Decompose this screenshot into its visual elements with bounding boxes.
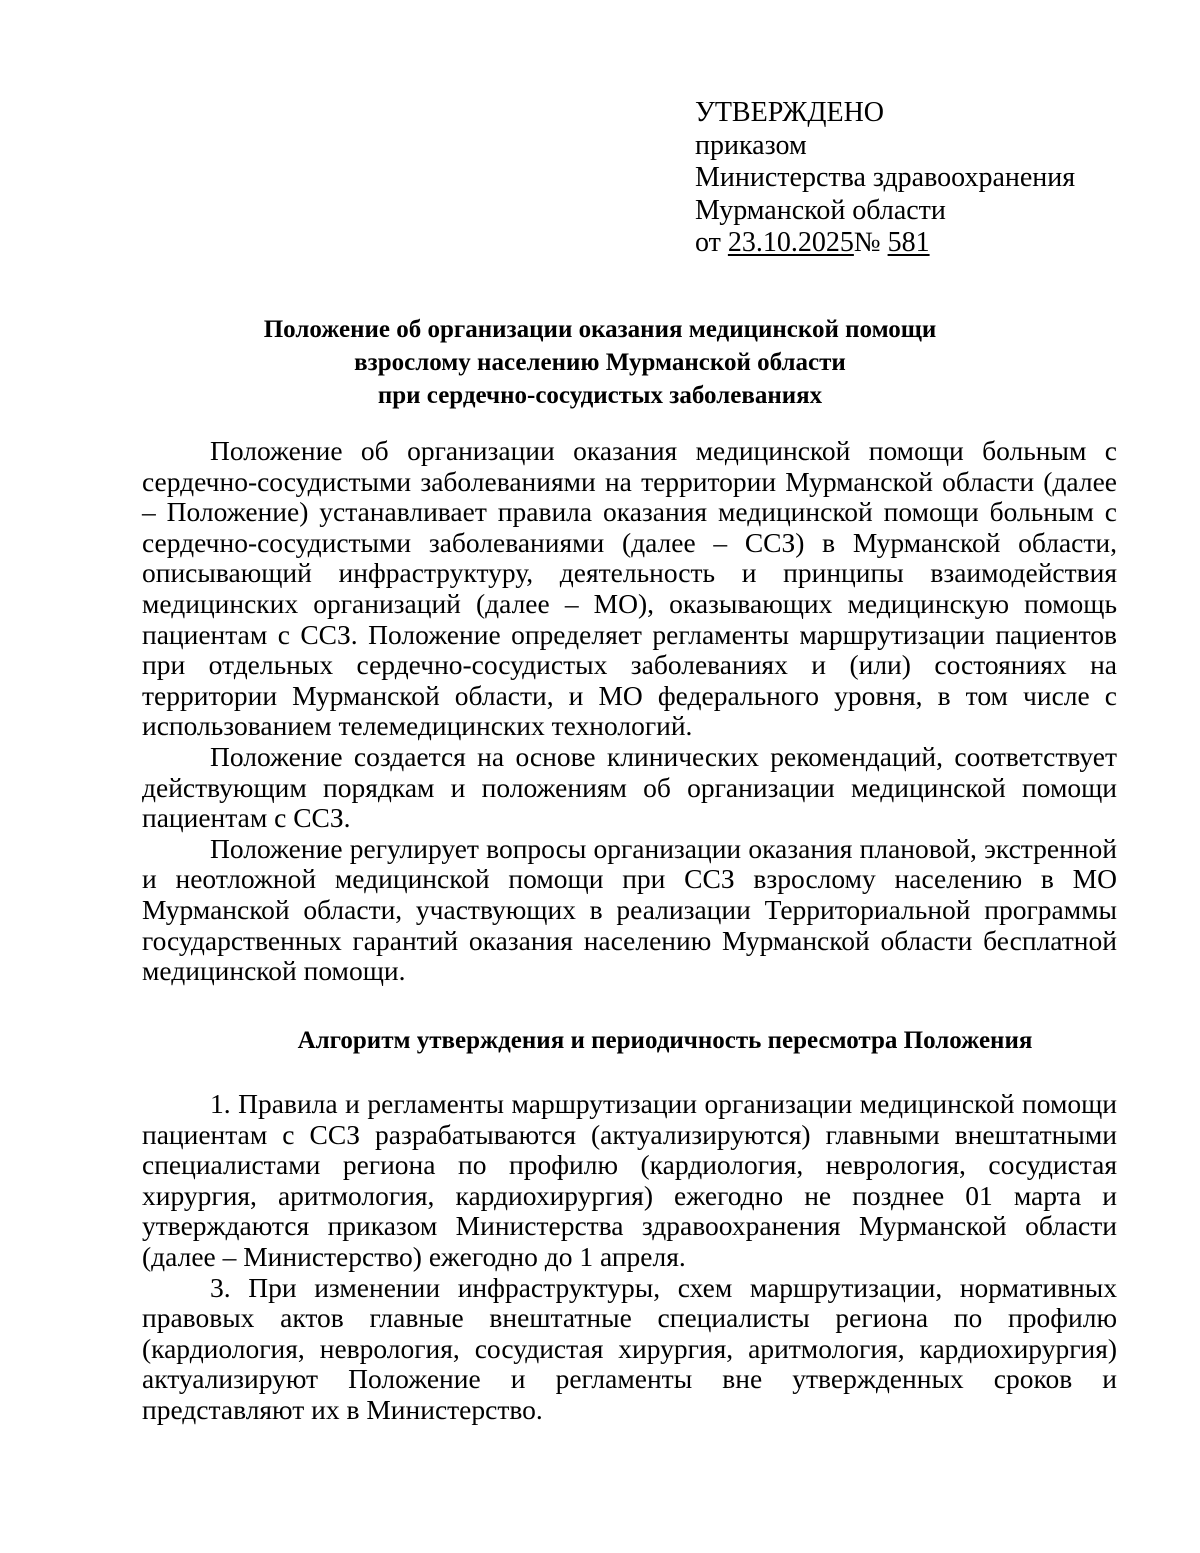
section-heading: Алгоритм утверждения и периодичность пересмотра Положения bbox=[297, 1027, 1033, 1054]
approval-date-line bbox=[695, 227, 1075, 260]
document-title bbox=[140, 313, 1060, 412]
intro-paragraph-3: Положение регулирует вопросы организации оказания плановой, экстренной и неотложной медицинской помощи при ССЗ взрослому населению в МО Мурманской области, участвующих в реализации Территориальной программы государственных гарантий оказания населению Мурманской области бесплатной медицинской помощи. bbox=[142, 832, 1117, 987]
approval-ministry: Министерства здравоохранения bbox=[695, 162, 1076, 193]
approval-region: Мурманской области bbox=[695, 194, 946, 226]
intro-paragraph-1: Положение об организации оказания медицинской помощи больным с сердечно-сосудистыми заболеваниями на территории Мурманской области (далее – Положение) устанавливает правила оказания медицинской помощи больным с сердечно-сосудистыми заболеваниями (далее – ССЗ) в Мурманской области, описывающий инфраструктуру, деятельность и принципы взаимодействия медицинских организаций (далее – МО), оказывающих медицинскую помощь пациентам с ССЗ. Положение определяет регламенты маршрутизации пациентов при отдельных сердечно-сосудистых заболеваниях и (или) состояниях на территории Мурманской области, и МО федерального уровня, в том числе с использованием телемедицинских технологий. bbox=[142, 435, 1117, 742]
document-title-line-3: при сердечно-сосудистых заболеваниях bbox=[377, 382, 823, 409]
section-paragraph-3: 3. При изменении инфраструктуры, схем маршрутизации, нормативных правовых актов главные внештатные специалисты региона по профилю (кардиология, неврология, сосудистая хирургия, аритмология, кардиохирургия) актуализируют Положение и регламенты вне утвержденных сроков и представляют их в Министерство. bbox=[142, 1271, 1117, 1425]
approval-heading: УТВЕРЖДЕНО bbox=[695, 97, 885, 128]
section-body bbox=[142, 1089, 1117, 1426]
approval-number-sign: № bbox=[853, 227, 888, 258]
intro-paragraph-2: Положение создается на основе клинических рекомендаций, соответствует действующим порядкам и положениям об организации медицинской помощи пациентам с ССЗ. bbox=[142, 740, 1117, 834]
approval-stamp-block bbox=[695, 97, 1075, 260]
document-title-line-1: Положение об организации оказания медицинской помощи bbox=[263, 316, 937, 343]
approval-date-prefix: от bbox=[695, 227, 728, 258]
section-paragraph-1: 1. Правила и регламенты маршрутизации организации медицинской помощи пациентам с ССЗ разрабатываются (актуализируются) главными внештатными специалистами региона по профилю (кардиология, неврология, сосудистая хирургия, аритмология, кардиохирургия) ежегодно не позднее 01 марта и утверждаются приказом Министерства здравоохранения Мурманской области (далее – Министерство) ежегодно до 1 апреля. bbox=[142, 1088, 1117, 1272]
approval-date: 23.10.2025 bbox=[727, 227, 854, 258]
approval-number: 581 bbox=[887, 227, 930, 258]
approval-order-label: приказом bbox=[695, 129, 807, 161]
document-title-line-2: взрослому населению Мурманской области bbox=[354, 349, 846, 376]
intro-section bbox=[142, 436, 1117, 987]
